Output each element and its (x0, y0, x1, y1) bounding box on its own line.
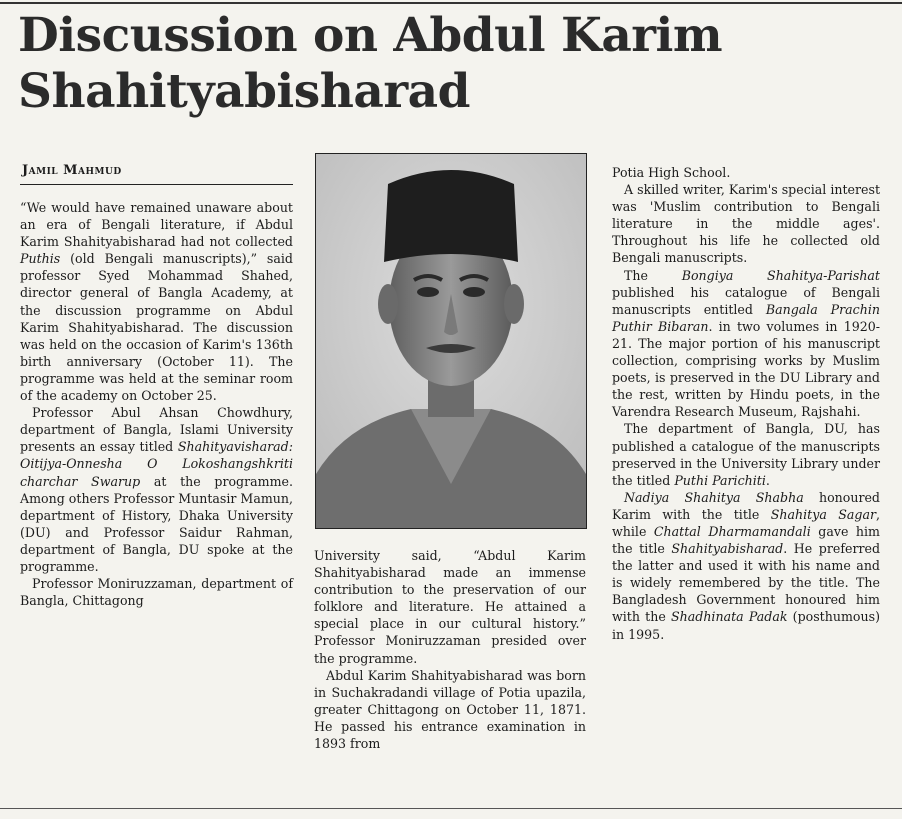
column-2 (314, 547, 586, 752)
column-3 (612, 164, 880, 643)
paragraph: A skilled writer, Karim's special interest was 'Muslim contribution to Bengali literature in the middle ages'. Throughout his life he collected old Bengali manuscripts. (612, 182, 880, 266)
paragraph: Professor Abul Ahsan Chowdhury, department of Bangla, Islami University presents an essay titled Shahityavisharad: Oitijya-Onnesha O Lokoshangshkriti charchar Swarup at the programme. Among others Professor Muntasir Mamun, department of History, Dhaka University (DU) and Professor Saidur Rahman, department of Bangla, DU spoke at the programme. (20, 405, 293, 574)
portrait-photo (315, 153, 587, 529)
paragraph: Professor Moniruzzaman, department of Bangla, Chittagong (20, 576, 293, 609)
paragraph: Nadiya Shahitya Shabha honoured Karim with the title Shahitya Sagar, while Chattal Dharmamandali gave him the title Shahityabisharad. He preferred the latter and used it with his name and is widely remembered by the title. The Bangladesh Government honoured him with the Shadhinata Padak (posthumous) in 1995. (612, 489, 881, 642)
paragraph: University said, “Abdul Karim Shahityabisharad made an immense contribution to the preservation of our folklore and literature. He attained a special place in our cultural history.” Professor Moniruzzaman presided over the programme. (314, 548, 586, 666)
portrait-illustration (316, 154, 586, 528)
bottom-rule (0, 808, 902, 809)
paragraph: Abdul Karim Shahityabisharad was born in Suchakradandi village of Potia upazila, greater Chittagong on October 11, 1871. He passed his entrance examination in 1893 from (314, 667, 586, 752)
article-headline: Discussion on Abdul Karim Shahityabisharad (18, 8, 723, 119)
article-byline: Jamil Mahmud (22, 163, 122, 178)
column-1 (20, 199, 293, 609)
paragraph: “We would have remained unaware about an era of Bengali literature, if Abdul Karim Shahityabisharad had not collected Puthis (old Bengali manuscripts),” said professor Syed Mohammad Shahed, director general of Bangla Academy, at the discussion programme on Abdul Karim Shahityabisharad. The discussion was held on the occasion of Karim's 136th birth anniversary (October 11). The programme was held at the seminar room of the academy on October 25. (20, 200, 293, 404)
paragraph: Potia High School. (612, 165, 731, 180)
byline-rule (20, 184, 293, 185)
paragraph: The department of Bangla, DU, has published a catalogue of the manuscripts preserved in the University Library under the titled Puthi Parichiti. (612, 421, 880, 488)
top-rule (0, 2, 902, 4)
paragraph: The Bongiya Shahitya-Parishat published his catalogue of Bengali manuscripts entitled Bangala Prachin Puthir Bibaran. in two volumes in 1920-21. The major portion of his manuscript collection, comprising works by Muslim poets, is preserved in the DU Library and the rest, written by Hindu poets, in the Varendra Research Museum, Rajshahi. (612, 267, 880, 420)
